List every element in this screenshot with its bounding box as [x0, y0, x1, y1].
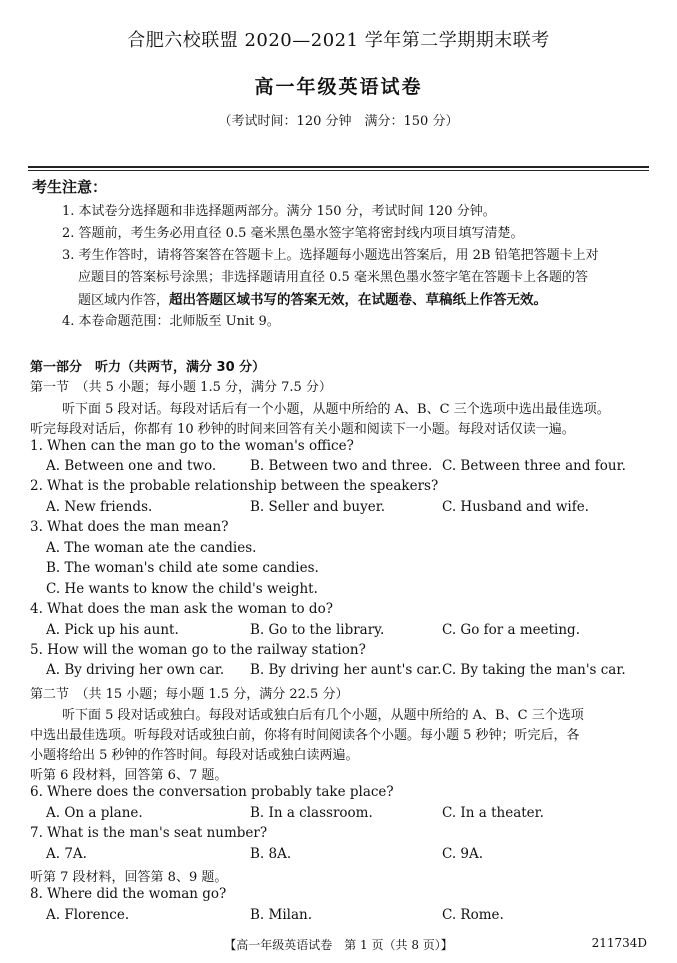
question-3: 3. What does the man mean? — [30, 519, 229, 535]
q2-option-a: A. New friends. — [46, 499, 153, 515]
notice-item-3-cont: 应题目的答案标号涂黑；非选择题请用直径 0.5 毫米黑色墨水签字笔在答题卡上各题的答 — [78, 270, 588, 285]
q4-option-c: C. Go for a meeting. — [442, 622, 580, 638]
q1-option-a: A. Between one and two. — [46, 458, 217, 474]
q8-option-c: C. Rome. — [442, 907, 504, 923]
q8-option-b: B. Milan. — [250, 907, 312, 923]
q7-option-c: C. 9A. — [442, 846, 484, 862]
section2-instruction-cont: 中选出最佳选项。听每段对话或独白前，你将有时间阅读各个小题。每小题 5 秒钟；听完后，各 — [30, 728, 580, 743]
section1-instruction-cont: 听完每段对话后，你都有 10 秒钟的时间来回答有关小题和阅读下一小题。每段对话仅读一遍。 — [30, 422, 575, 437]
exam-subtitle: 高一年级英语试卷 — [254, 76, 423, 98]
question-1: 1. When can the man go to the woman's office? — [30, 438, 354, 454]
q3-option-c: C. He wants to know the child's weight. — [46, 581, 318, 597]
q6-option-b: B. In a classroom. — [250, 805, 373, 821]
exam-title: 合肥六校联盟 2020—2021 学年第二学期期末联考 — [127, 30, 550, 51]
q2-option-c: C. Husband and wife. — [442, 499, 589, 515]
notice-item-3: 3. 考生作答时，请将答案答在答题卡上。选择题每小题选出答案后，用 2B 铅笔把答题卡上对 — [62, 248, 599, 263]
q6-option-a: A. On a plane. — [46, 805, 143, 821]
q3-option-b: B. The woman's child ate some candies. — [46, 560, 319, 576]
question-2: 2. What is the probable relationship between the speakers? — [30, 478, 439, 494]
section2-instruction: 听下面 5 段对话或独白。每段对话或独白后有几个小题，从题中所给的 A、B、C 三个选项 — [62, 708, 584, 723]
divider-rule-thin — [28, 170, 649, 171]
section2-heading: 第二节 （共 15 小题；每小题 1.5 分，满分 22.5 分） — [30, 687, 349, 702]
notice-heading: 考生注意： — [32, 178, 108, 196]
section1-heading: 第一节 （共 5 小题；每小题 1.5 分，满分 7.5 分） — [30, 380, 332, 395]
exam-code: 211734D — [591, 936, 647, 950]
section2-instruction-cont2: 小题将给出 5 秒钟的作答时间。每段对话或独白读两遍。 — [30, 748, 359, 763]
material-6-note: 听第 6 段材料，回答第 6、7 题。 — [30, 768, 228, 783]
q5-option-a: A. By driving her own car. — [46, 662, 225, 678]
question-4: 4. What does the man ask the woman to do? — [30, 601, 333, 617]
part1-heading: 第一部分 听力（共两节，满分 30 分） — [30, 360, 266, 375]
divider-rule — [28, 166, 649, 168]
q5-option-c: C. By taking the man's car. — [442, 662, 626, 678]
notice-item-3-tail: 题区域内作答， — [78, 293, 170, 308]
page-footer: 【高一年级英语试卷 第 1 页（共 8 页）】 — [224, 938, 453, 952]
section1-instruction: 听下面 5 段对话。每段对话后有一个小题，从题中所给的 A、B、C 三个选项中选出最佳选项。 — [62, 402, 610, 417]
q6-option-c: C. In a theater. — [442, 805, 544, 821]
material-7-note: 听第 7 段材料，回答第 8、9 题。 — [30, 870, 228, 885]
notice-emphasis: 超出答题区域书写的答案无效，在试题卷、草稿纸上作答无效。 — [169, 292, 548, 308]
q4-option-b: B. Go to the library. — [250, 622, 385, 638]
q2-option-b: B. Seller and buyer. — [250, 499, 385, 515]
q7-option-b: B. 8A. — [250, 846, 292, 862]
notice-item-2: 2. 答题前，考生务必用直径 0.5 毫米黑色墨水签字笔将密封线内项目填写清楚。 — [62, 226, 524, 241]
exam-info: （考试时间：120 分钟 满分：150 分） — [218, 114, 459, 129]
question-5: 5. How will the woman go to the railway station? — [30, 642, 366, 658]
question-6: 6. Where does the conversation probably take place? — [30, 784, 394, 800]
question-8: 8. Where did the woman go? — [30, 886, 227, 902]
q7-option-a: A. 7A. — [46, 846, 87, 862]
question-7: 7. What is the man's seat number? — [30, 825, 268, 841]
q1-option-b: B. Between two and three. — [250, 458, 433, 474]
notice-item-1: 1. 本试卷分选择题和非选择题两部分。满分 150 分，考试时间 120 分钟。 — [62, 204, 496, 219]
q5-option-b: B. By driving her aunt's car. — [250, 662, 442, 678]
q8-option-a: A. Florence. — [46, 907, 130, 923]
notice-item-3-cont2 — [78, 288, 547, 308]
notice-item-4: 4. 本卷命题范围：北师版至 Unit 9。 — [62, 314, 280, 329]
q4-option-a: A. Pick up his aunt. — [46, 622, 179, 638]
q3-option-a: A. The woman ate the candies. — [46, 540, 257, 556]
q1-option-c: C. Between three and four. — [442, 458, 626, 474]
